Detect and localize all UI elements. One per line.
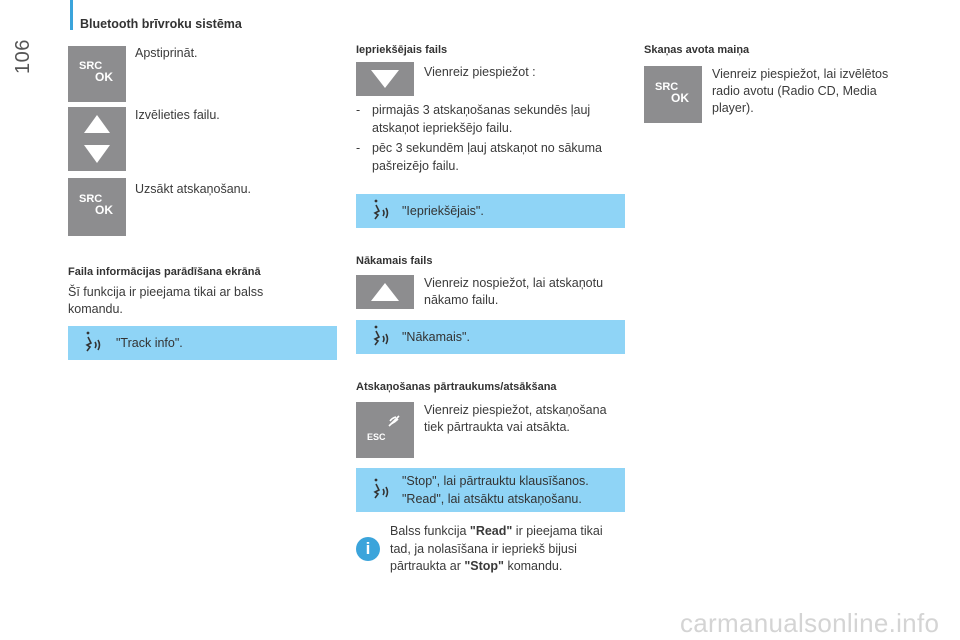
step-play-text: Uzsākt atskaņošanu. xyxy=(135,182,252,196)
header-accent-bar xyxy=(70,0,73,30)
info-text-line1: Šī funkcija ir pieejama tikai ar balss xyxy=(68,285,264,299)
note-line3: pārtraukta ar "Stop" komandu. xyxy=(390,559,563,573)
note-line2: tad, ja nolasīšana ir iepriekš bijusi xyxy=(390,542,577,556)
info-icon: i xyxy=(356,537,380,561)
arrow-up-icon xyxy=(82,113,112,135)
pause-heading: Atskaņošanas pārtraukums/atsākšana xyxy=(356,381,557,393)
voice-command-icon xyxy=(362,320,402,354)
esc-button xyxy=(356,402,414,458)
voice-command-icon xyxy=(362,473,402,507)
source-change-heading: Skaņas avota maiņa xyxy=(644,44,750,56)
voice-command-track-info xyxy=(68,326,337,360)
voice-command-icon xyxy=(362,194,402,228)
prev-bullet-2: - pēc 3 sekundēm ļauj atskaņot no sākuma pašreizējo failu. xyxy=(356,141,602,173)
voice-read-text: "Read", lai atsāktu atskaņošanu. xyxy=(402,492,582,506)
src-ok-button-source: SRC OK xyxy=(644,66,702,123)
arrow-up-icon xyxy=(369,281,401,303)
esc-label: ESC xyxy=(367,432,386,442)
down-button-prev xyxy=(356,62,414,96)
prev-heading: Iepriekšējais fails xyxy=(356,44,448,56)
src-ok-button-confirm: SRC OK xyxy=(68,46,126,102)
info-heading: Faila informācijas parādīšana ekrānā xyxy=(68,266,261,278)
src-ok-button-play: SRC OK xyxy=(68,178,126,236)
next-text-line2: nākamo failu. xyxy=(424,293,499,307)
voice-next-text: "Nākamais". xyxy=(402,330,470,344)
voice-command-prev xyxy=(356,194,625,228)
page-number: 106 xyxy=(12,39,34,74)
note-line1: Balss funkcija "Read" ir pieejama tikai xyxy=(390,524,603,538)
info-text-line2: komandu. xyxy=(68,302,123,316)
voice-command-icon xyxy=(74,326,114,360)
up-button-next xyxy=(356,275,414,309)
prev-bullet-1: - pirmajās 3 atskaņošanas sekundēs ļauj atskaņot iepriekšējo failu. xyxy=(356,103,591,135)
up-down-button xyxy=(68,107,126,171)
arrow-down-icon xyxy=(82,143,112,165)
next-heading: Nākamais fails xyxy=(356,255,433,267)
no-voice-icon xyxy=(387,414,401,428)
arrow-down-icon xyxy=(369,68,401,90)
voice-stop-text: "Stop", lai pārtrauktu klausīšanos. xyxy=(402,474,589,488)
source-text-line1: Vienreiz piespiežot, lai izvēlētos xyxy=(712,67,889,81)
pause-text-line1: Vienreiz piespiežot, atskaņošana xyxy=(424,403,607,417)
pause-text-line2: tiek pārtraukta vai atsākta. xyxy=(424,420,570,434)
voice-prev-text: "Iepriekšējais". xyxy=(402,204,484,218)
voice-command-next xyxy=(356,320,625,354)
step-confirm-text: Apstiprināt. xyxy=(135,46,198,60)
voice-track-text: "Track info". xyxy=(116,336,183,350)
section-title: Bluetooth brīvroku sistēma xyxy=(80,17,242,31)
step-select-text: Izvēlieties failu. xyxy=(135,108,220,122)
source-text-line2: radio avotu (Radio CD, Media xyxy=(712,84,877,98)
prev-press-text: Vienreiz piespiežot : xyxy=(424,65,536,79)
watermark: carmanualsonline.info xyxy=(680,608,940,638)
voice-command-stop-read xyxy=(356,468,625,512)
next-text-line1: Vienreiz nospiežot, lai atskaņotu xyxy=(424,276,604,290)
source-text-line3: player). xyxy=(712,101,754,115)
